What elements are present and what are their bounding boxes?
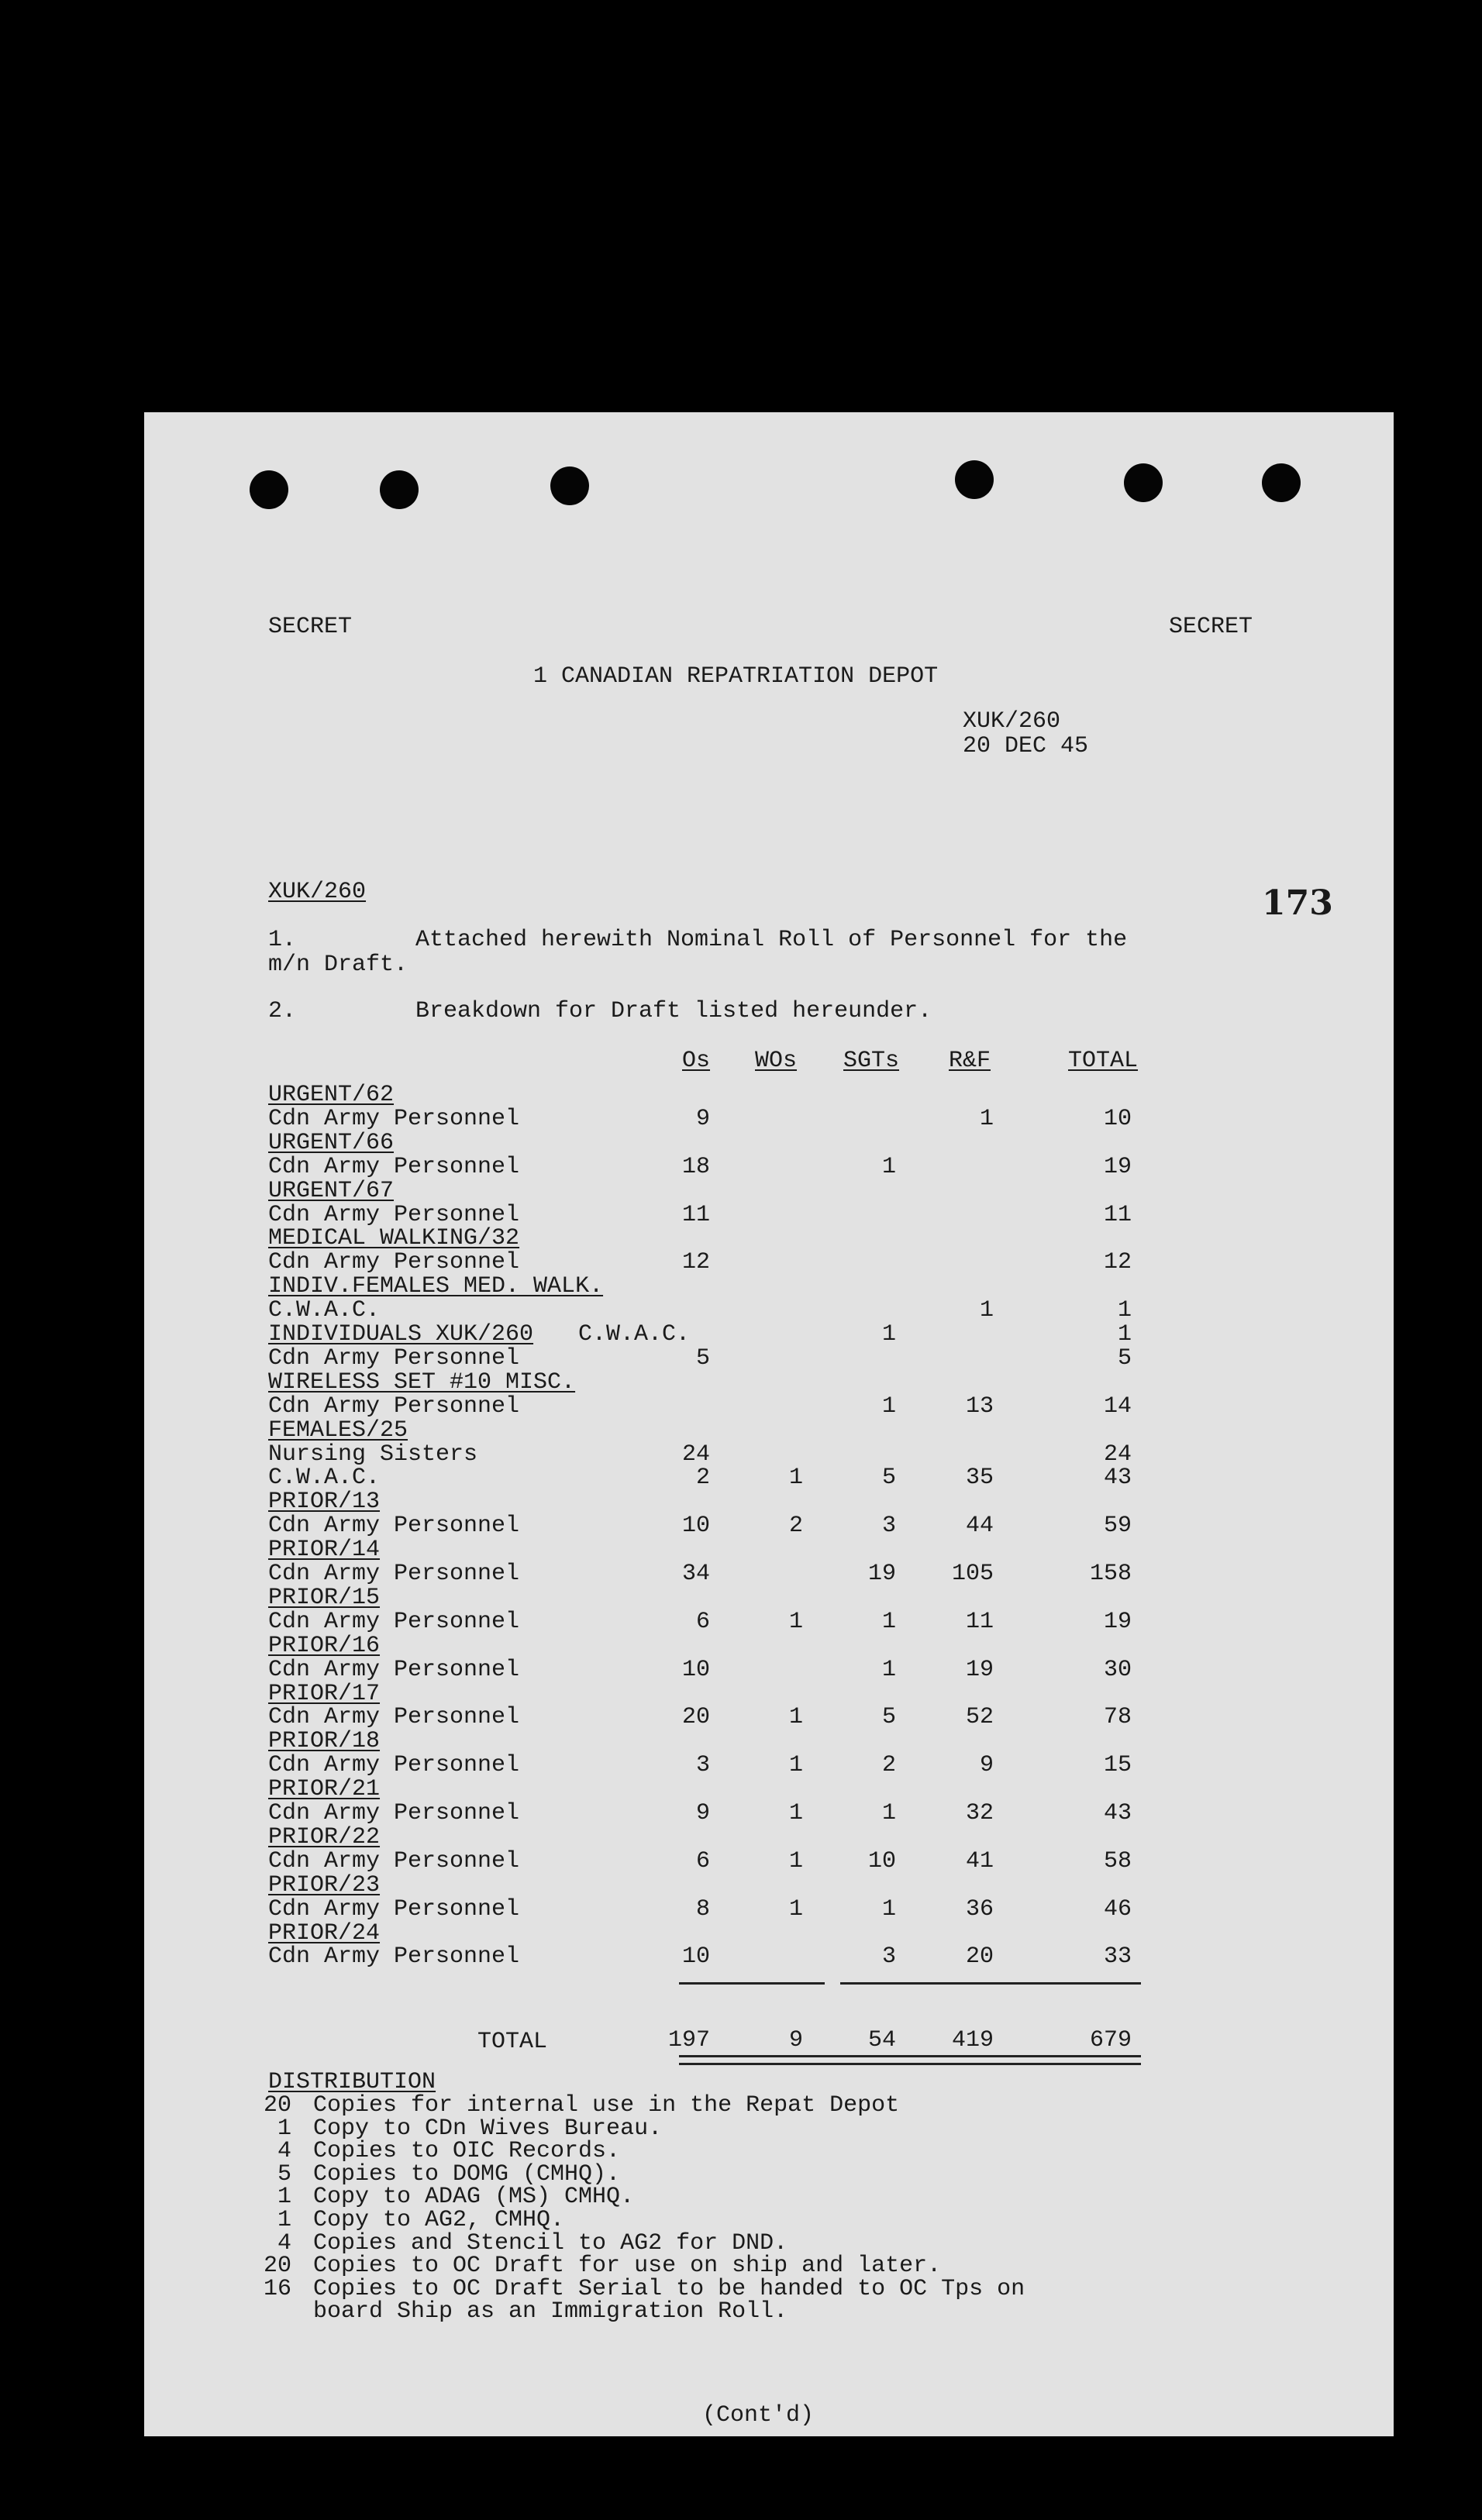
paragraph-1-text: Attached herewith Nominal Roll of Personnel for the [415, 927, 1128, 953]
personnel-category: Cdn Army Personnel [268, 1800, 520, 1826]
draft-group-heading: PRIOR/15 [268, 1585, 381, 1611]
table-cell-os: 12 [681, 1249, 710, 1275]
table-cell-sgts: 10 [867, 1848, 896, 1875]
personnel-category: Nursing Sisters [268, 1441, 478, 1468]
table-cell-total: 19 [1103, 1609, 1132, 1635]
column-header-os: Os [682, 1048, 711, 1074]
distribution-count: 20 [263, 2092, 291, 2119]
personnel-category: Cdn Army Personnel [268, 1106, 520, 1132]
total-total: 679 [1089, 2027, 1132, 2054]
table-cell-total: 5 [1117, 1345, 1132, 1372]
table-cell-total: 43 [1103, 1800, 1132, 1826]
table-cell-rf: 35 [965, 1465, 994, 1491]
total-sgts: 54 [867, 2027, 896, 2054]
table-cell-wos: 1 [788, 1896, 803, 1923]
table-cell-rf: 44 [965, 1513, 994, 1539]
table-cell-os: 9 [695, 1106, 710, 1132]
table-cell-os: 20 [681, 1704, 710, 1730]
table-cell-os: 6 [695, 1609, 710, 1635]
distribution-count: 5 [277, 2161, 291, 2188]
table-cell-rf: 20 [965, 1943, 994, 1970]
table-cell-sgts: 1 [881, 1800, 896, 1826]
table-cell-rf: 1 [979, 1297, 994, 1324]
table-cell-total: 1 [1117, 1321, 1132, 1348]
table-cell-os: 11 [681, 1202, 710, 1228]
draft-group-heading: INDIV.FEMALES MED. WALK. [268, 1273, 604, 1300]
table-cell-sgts: 1 [881, 1154, 896, 1180]
table-cell-wos: 1 [788, 1704, 803, 1730]
paragraph-1-number: 1. [268, 927, 297, 953]
table-cell-os: 6 [695, 1848, 710, 1875]
total-rf: 419 [951, 2027, 994, 2054]
table-cell-sgts: 5 [881, 1465, 896, 1491]
table-cell-total: 11 [1103, 1202, 1132, 1228]
page-number: 173 [1262, 883, 1333, 923]
subtotal-rule [679, 1982, 825, 1985]
table-cell-total: 33 [1103, 1943, 1132, 1970]
table-cell-total: 158 [1089, 1561, 1132, 1587]
table-cell-wos: 1 [788, 1465, 803, 1491]
table-cell-os: 34 [681, 1561, 710, 1587]
paragraph-2-text: Breakdown for Draft listed hereunder. [415, 998, 932, 1024]
personnel-category: Cdn Army Personnel [268, 1657, 520, 1683]
table-cell-sgts: 1 [881, 1896, 896, 1923]
table-cell-total: 14 [1103, 1393, 1132, 1420]
draft-group-heading: INDIVIDUALS XUK/260 [268, 1321, 534, 1348]
total-double-rule [679, 2055, 1141, 2057]
draft-group-heading: PRIOR/17 [268, 1681, 381, 1707]
table-cell-sgts: 1 [881, 1321, 896, 1348]
draft-group-heading: URGENT/66 [268, 1130, 395, 1156]
distribution-item: Copies to DOMG (CMHQ). [313, 2161, 621, 2188]
personnel-category: C.W.A.C. [578, 1321, 691, 1348]
draft-group-heading: URGENT/67 [268, 1178, 395, 1204]
distribution-title: DISTRIBUTION [268, 2069, 436, 2095]
column-header-wos: WOs [755, 1048, 798, 1074]
total-wos: 9 [788, 2027, 803, 2054]
table-cell-sgts: 1 [881, 1657, 896, 1683]
total-double-rule [679, 2063, 1141, 2065]
table-cell-wos: 1 [788, 1609, 803, 1635]
table-cell-rf: 36 [965, 1896, 994, 1923]
table-cell-total: 46 [1103, 1896, 1132, 1923]
table-cell-total: 78 [1103, 1704, 1132, 1730]
document-page [144, 412, 1394, 2436]
table-cell-total: 10 [1103, 1106, 1132, 1132]
punch-hole [250, 470, 288, 509]
personnel-category: Cdn Army Personnel [268, 1752, 520, 1778]
table-cell-sgts: 1 [881, 1609, 896, 1635]
column-header-rf: R&F [949, 1048, 991, 1074]
table-cell-sgts: 2 [881, 1752, 896, 1778]
table-cell-wos: 1 [788, 1848, 803, 1875]
distribution-item: Copies to OIC Records. [313, 2138, 621, 2164]
table-cell-total: 58 [1103, 1848, 1132, 1875]
draft-group-heading: PRIOR/18 [268, 1728, 381, 1754]
draft-group-heading: MEDICAL WALKING/32 [268, 1225, 520, 1251]
distribution-item: board Ship as an Immigration Roll. [313, 2298, 788, 2325]
table-cell-total: 1 [1117, 1297, 1132, 1324]
table-cell-wos: 1 [788, 1800, 803, 1826]
personnel-category: Cdn Army Personnel [268, 1202, 520, 1228]
reference-number: XUK/260 [963, 708, 1061, 735]
distribution-item: Copies to OC Draft Serial to be handed to OC Tps on [313, 2276, 1025, 2302]
table-cell-os: 10 [681, 1943, 710, 1970]
draft-group-heading: PRIOR/21 [268, 1776, 381, 1802]
distribution-count: 1 [277, 2207, 291, 2233]
draft-group-heading: PRIOR/13 [268, 1489, 381, 1515]
table-cell-total: 24 [1103, 1441, 1132, 1468]
table-cell-os: 3 [695, 1752, 710, 1778]
column-header-sgts: SGTs [843, 1048, 900, 1074]
punch-hole [955, 460, 994, 499]
table-cell-sgts: 5 [881, 1704, 896, 1730]
table-cell-rf: 105 [951, 1561, 994, 1587]
personnel-category: Cdn Army Personnel [268, 1154, 520, 1180]
personnel-category: Cdn Army Personnel [268, 1848, 520, 1875]
subject-reference: XUK/260 [268, 879, 367, 905]
personnel-category: Cdn Army Personnel [268, 1345, 520, 1372]
draft-group-heading: PRIOR/16 [268, 1633, 381, 1659]
draft-group-heading: PRIOR/23 [268, 1872, 381, 1899]
punch-hole [1124, 463, 1163, 502]
distribution-count: 1 [277, 2115, 291, 2142]
personnel-category: Cdn Army Personnel [268, 1393, 520, 1420]
personnel-category: Cdn Army Personnel [268, 1704, 520, 1730]
table-cell-rf: 11 [965, 1609, 994, 1635]
draft-group-heading: URGENT/62 [268, 1082, 395, 1108]
total-os: 197 [667, 2027, 710, 2054]
punch-hole [380, 470, 419, 509]
draft-group-heading: PRIOR/24 [268, 1920, 381, 1947]
distribution-count: 1 [277, 2184, 291, 2210]
personnel-category: Cdn Army Personnel [268, 1561, 520, 1587]
distribution-count: 20 [263, 2253, 291, 2279]
table-cell-rf: 9 [979, 1752, 994, 1778]
total-label: TOTAL [477, 2029, 548, 2055]
classification-left: SECRET [268, 614, 353, 640]
classification-right: SECRET [1169, 614, 1253, 640]
draft-group-heading: WIRELESS SET #10 MISC. [268, 1369, 576, 1396]
personnel-category: Cdn Army Personnel [268, 1609, 520, 1635]
table-cell-sgts: 19 [867, 1561, 896, 1587]
table-cell-os: 10 [681, 1513, 710, 1539]
table-cell-rf: 32 [965, 1800, 994, 1826]
table-cell-total: 43 [1103, 1465, 1132, 1491]
table-cell-os: 8 [695, 1896, 710, 1923]
paragraph-1-continuation: m/n Draft. [268, 952, 408, 978]
table-cell-total: 15 [1103, 1752, 1132, 1778]
personnel-category: Cdn Army Personnel [268, 1513, 520, 1539]
distribution-count: 4 [277, 2230, 291, 2257]
table-cell-wos: 1 [788, 1752, 803, 1778]
distribution-count: 16 [263, 2276, 291, 2302]
draft-group-heading: PRIOR/14 [268, 1537, 381, 1563]
distribution-item: Copies and Stencil to AG2 for DND. [313, 2230, 788, 2257]
table-cell-rf: 13 [965, 1393, 994, 1420]
table-cell-os: 18 [681, 1154, 710, 1180]
distribution-item: Copy to AG2, CMHQ. [313, 2207, 565, 2233]
table-cell-sgts: 3 [881, 1513, 896, 1539]
distribution-count: 4 [277, 2138, 291, 2164]
table-cell-total: 59 [1103, 1513, 1132, 1539]
table-cell-os: 24 [681, 1441, 710, 1468]
distribution-item: Copies to OC Draft for use on ship and later. [313, 2253, 942, 2279]
column-header-total: TOTAL [1068, 1048, 1139, 1074]
document-date: 20 DEC 45 [963, 733, 1089, 759]
personnel-category: Cdn Army Personnel [268, 1249, 520, 1275]
table-cell-sgts: 1 [881, 1393, 896, 1420]
table-cell-total: 12 [1103, 1249, 1132, 1275]
unit-name: 1 CANADIAN REPATRIATION DEPOT [533, 663, 939, 690]
table-cell-os: 9 [695, 1800, 710, 1826]
distribution-item: Copy to CDn Wives Bureau. [313, 2115, 663, 2142]
distribution-item: Copy to ADAG (MS) CMHQ. [313, 2184, 635, 2210]
personnel-category: Cdn Army Personnel [268, 1896, 520, 1923]
table-cell-wos: 2 [788, 1513, 803, 1539]
table-cell-rf: 41 [965, 1848, 994, 1875]
personnel-category: C.W.A.C. [268, 1297, 381, 1324]
table-cell-total: 30 [1103, 1657, 1132, 1683]
personnel-category: Cdn Army Personnel [268, 1943, 520, 1970]
paragraph-2-number: 2. [268, 998, 297, 1024]
continued-note: (Cont'd) [702, 2402, 815, 2429]
punch-hole [1262, 463, 1301, 502]
draft-group-heading: FEMALES/25 [268, 1417, 408, 1444]
subtotal-rule [840, 1982, 1141, 1985]
table-cell-rf: 19 [965, 1657, 994, 1683]
table-cell-sgts: 3 [881, 1943, 896, 1970]
table-cell-rf: 52 [965, 1704, 994, 1730]
personnel-category: C.W.A.C. [268, 1465, 381, 1491]
draft-group-heading: PRIOR/22 [268, 1824, 381, 1850]
distribution-item: Copies for internal use in the Repat Depot [313, 2092, 900, 2119]
table-cell-rf: 1 [979, 1106, 994, 1132]
table-cell-total: 19 [1103, 1154, 1132, 1180]
punch-hole [550, 466, 589, 505]
table-cell-os: 10 [681, 1657, 710, 1683]
table-cell-os: 5 [695, 1345, 710, 1372]
table-cell-os: 2 [695, 1465, 710, 1491]
